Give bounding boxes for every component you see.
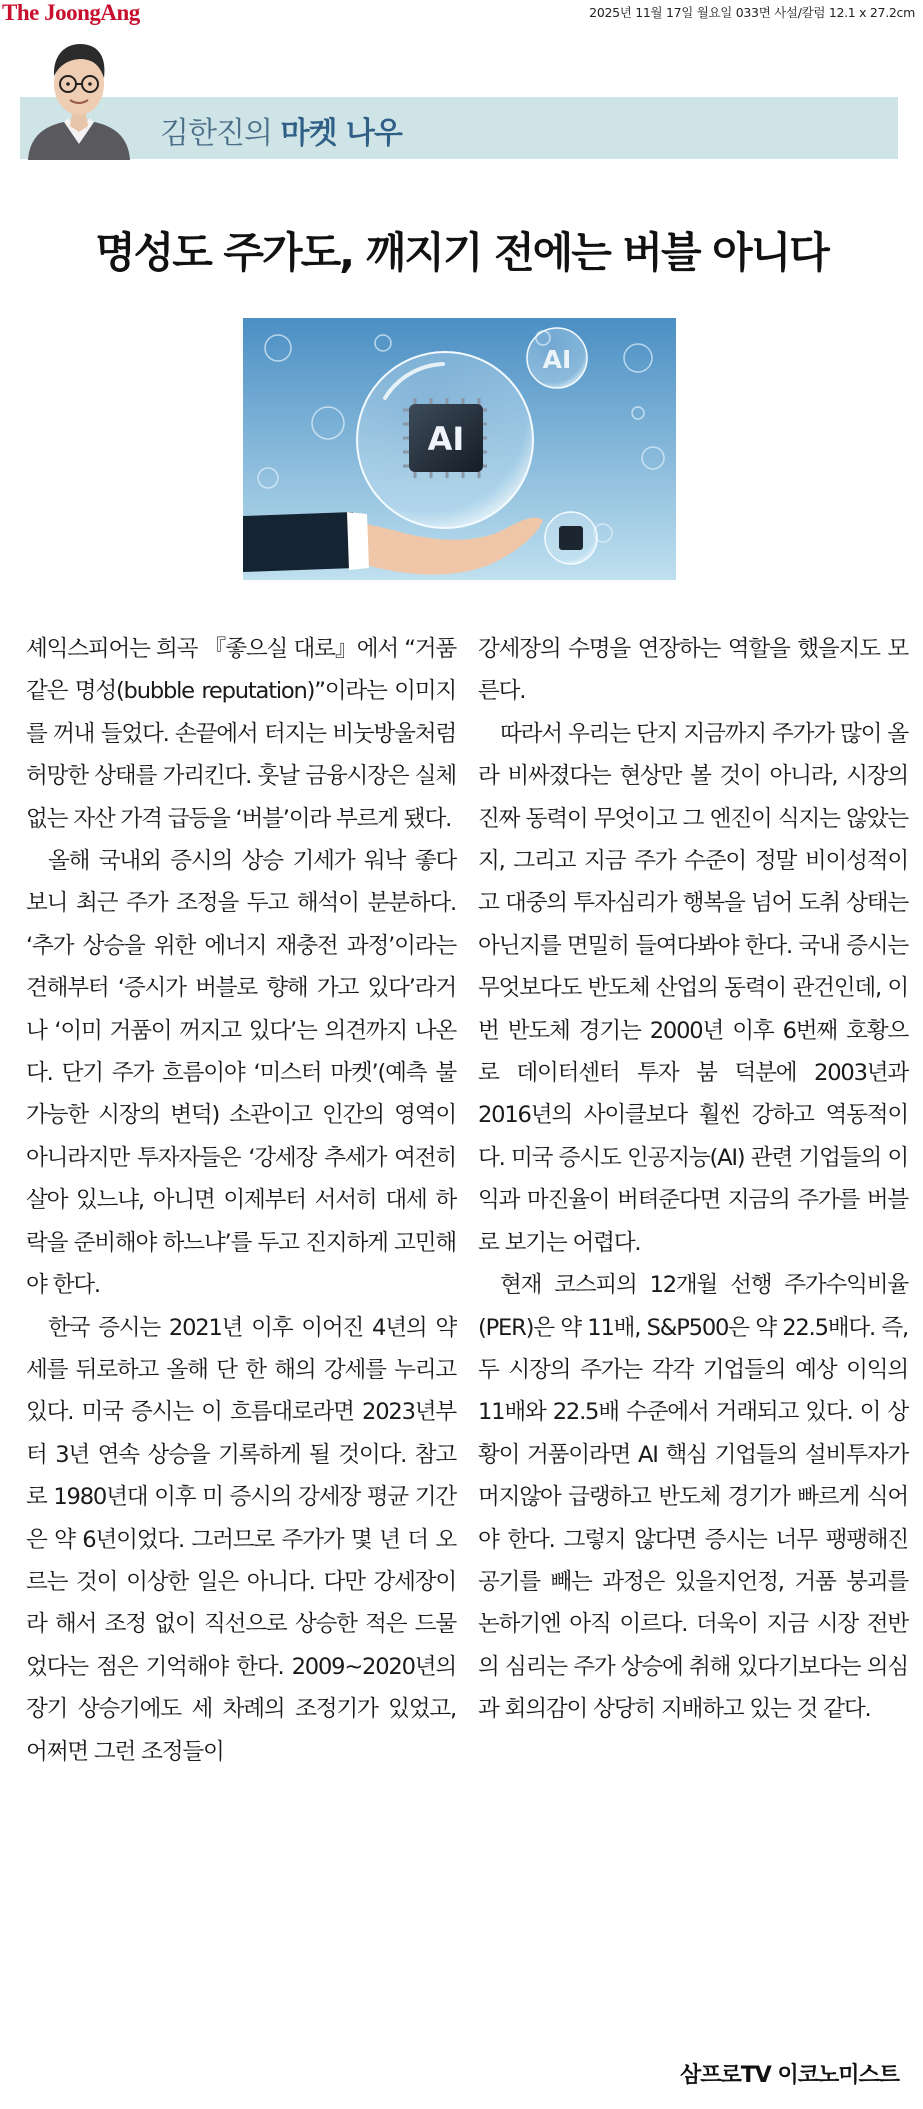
article-column-left bbox=[26, 628, 456, 1773]
paragraph: 현재 코스피의 12개월 선행 주가수익비율(PER)은 약 11배, S&P500은 약 22.5배다. 즉, 두 시장의 주가는 각각 기업들의 예상 이익의 11배와 22.5배 수준에서 거래되고 있다. 이 상황이 거품이라면 AI 핵심 기업들의 설비투자가 머지않아 급랭하고 반도체 경기가 빠르게 식어야 한다. 그렇지 않다면 증시는 너무 팽팽해진 공기를 빼는 과정은 있을지언정, 거품 붕괴를 논하기엔 아직 이르다. 더욱이 지금 시장 전반의 심리는 주가 상승에 취해 있다기보다는 의심과 회의감이 상당히 지배하고 있는 것 같다. bbox=[478, 1272, 908, 1723]
author-name: 김한진의 bbox=[160, 116, 272, 151]
dateline: 2025년 11월 17일 월요일 033면 사설/칼럼 12.1 x 27.2cm bbox=[589, 5, 915, 20]
paragraph: 강세장의 수명을 연장하는 역할을 했을지도 모른다. bbox=[478, 636, 908, 705]
masthead bbox=[0, 0, 923, 24]
headline: 명성도 주가도, 깨지기 전에는 버블 아니다 bbox=[95, 228, 828, 277]
newspaper-logo[interactable]: The JoongAng bbox=[2, 0, 140, 25]
author-portrait bbox=[20, 32, 138, 160]
byline: 삼프로TV 이코노미스트 bbox=[680, 2063, 899, 2088]
paragraph: 한국 증시는 2021년 이후 이어진 4년의 약세를 뒤로하고 올해 단 한 해의 강세를 누리고 있다. 미국 증시는 이 흐름대로라면 2023년부터 3년 연속 상승을 기록하게 될 것이다. 참고로 1980년대 이후 미 증시의 강세장 평균 기간은 약 6년이었다. 그러므로 주가가 몇 년 더 오르는 것이 이상한 일은 아니다. 다만 강세장이라 해서 조정 없이 직선으로 상승한 적은 드물었다는 점은 기억해야 한다. 2009~2020년의 장기 상승기에도 세 차례의 조정기가 있었고, 어쩌면 그런 조정들이 bbox=[26, 1314, 456, 1765]
chip-ai-label: AI bbox=[427, 420, 465, 458]
paragraph: 따라서 우리는 단지 지금까지 주가가 많이 올라 비싸졌다는 현상만 볼 것이 아니라, 시장의 진짜 동력이 무엇이고 그 엔진이 식지는 않았는지, 그리고 지금 주가 수준이 정말 비이성적이고 대중의 투자심리가 행복을 넘어 도취 상태는 아닌지를 면밀히 들여다봐야 한다. 국내 증시는 무엇보다도 반도체 산업의 동력이 관건인데, 이번 반도체 경기는 2000년 이후 6번째 호황으로 데이터센터 투자 붐 덕분에 2003년과 2016년의 사이클보다 훨씬 강하고 역동적이다. 미국 증시도 인공지능(AI) 관련 기업들의 이익과 마진율이 버텨준다면 지금의 주가를 버블로 보기는 어렵다. bbox=[478, 720, 908, 1256]
paragraph: 셰익스피어는 희곡 『좋으실 대로』에서 “거품 같은 명성(bubble reputation)”이라는 이미지를 꺼내 들었다. 손끝에서 터지는 비눗방울처럼 허망한 상태를 가리킨다. 훗날 금융시장은 실체 없는 자산 가격 급등을 ‘버블’이라 부르게 됐다. bbox=[26, 636, 456, 832]
ai-bubble-illustration bbox=[243, 318, 676, 580]
column-banner bbox=[20, 97, 898, 159]
column-title bbox=[160, 108, 402, 152]
column-name: 마켓 나우 bbox=[280, 116, 402, 151]
paragraph: 올해 국내외 증시의 상승 기세가 워낙 좋다 보니 최근 주가 조정을 두고 해석이 분분하다. ‘추가 상승을 위한 에너지 재충전 과정’이라는 견해부터 ‘증시가 버블로 향해 가고 있다’라거나 ‘이미 거품이 꺼지고 있다’는 의견까지 나온다. 단기 주가 흐름이야 ‘미스터 마켓’(예측 불가능한 시장의 변덕) 소관이고 인간의 영역이 아니라지만 투자자들은 ‘강세장 추세가 여전히 살아 있느냐, 아니면 이제부터 서서히 대세 하락을 준비해야 하느냐’를 두고 진지하게 고민해야 한다. bbox=[26, 848, 456, 1299]
bubble-ai-label: AI bbox=[542, 345, 572, 374]
article-column-right bbox=[478, 628, 908, 1731]
